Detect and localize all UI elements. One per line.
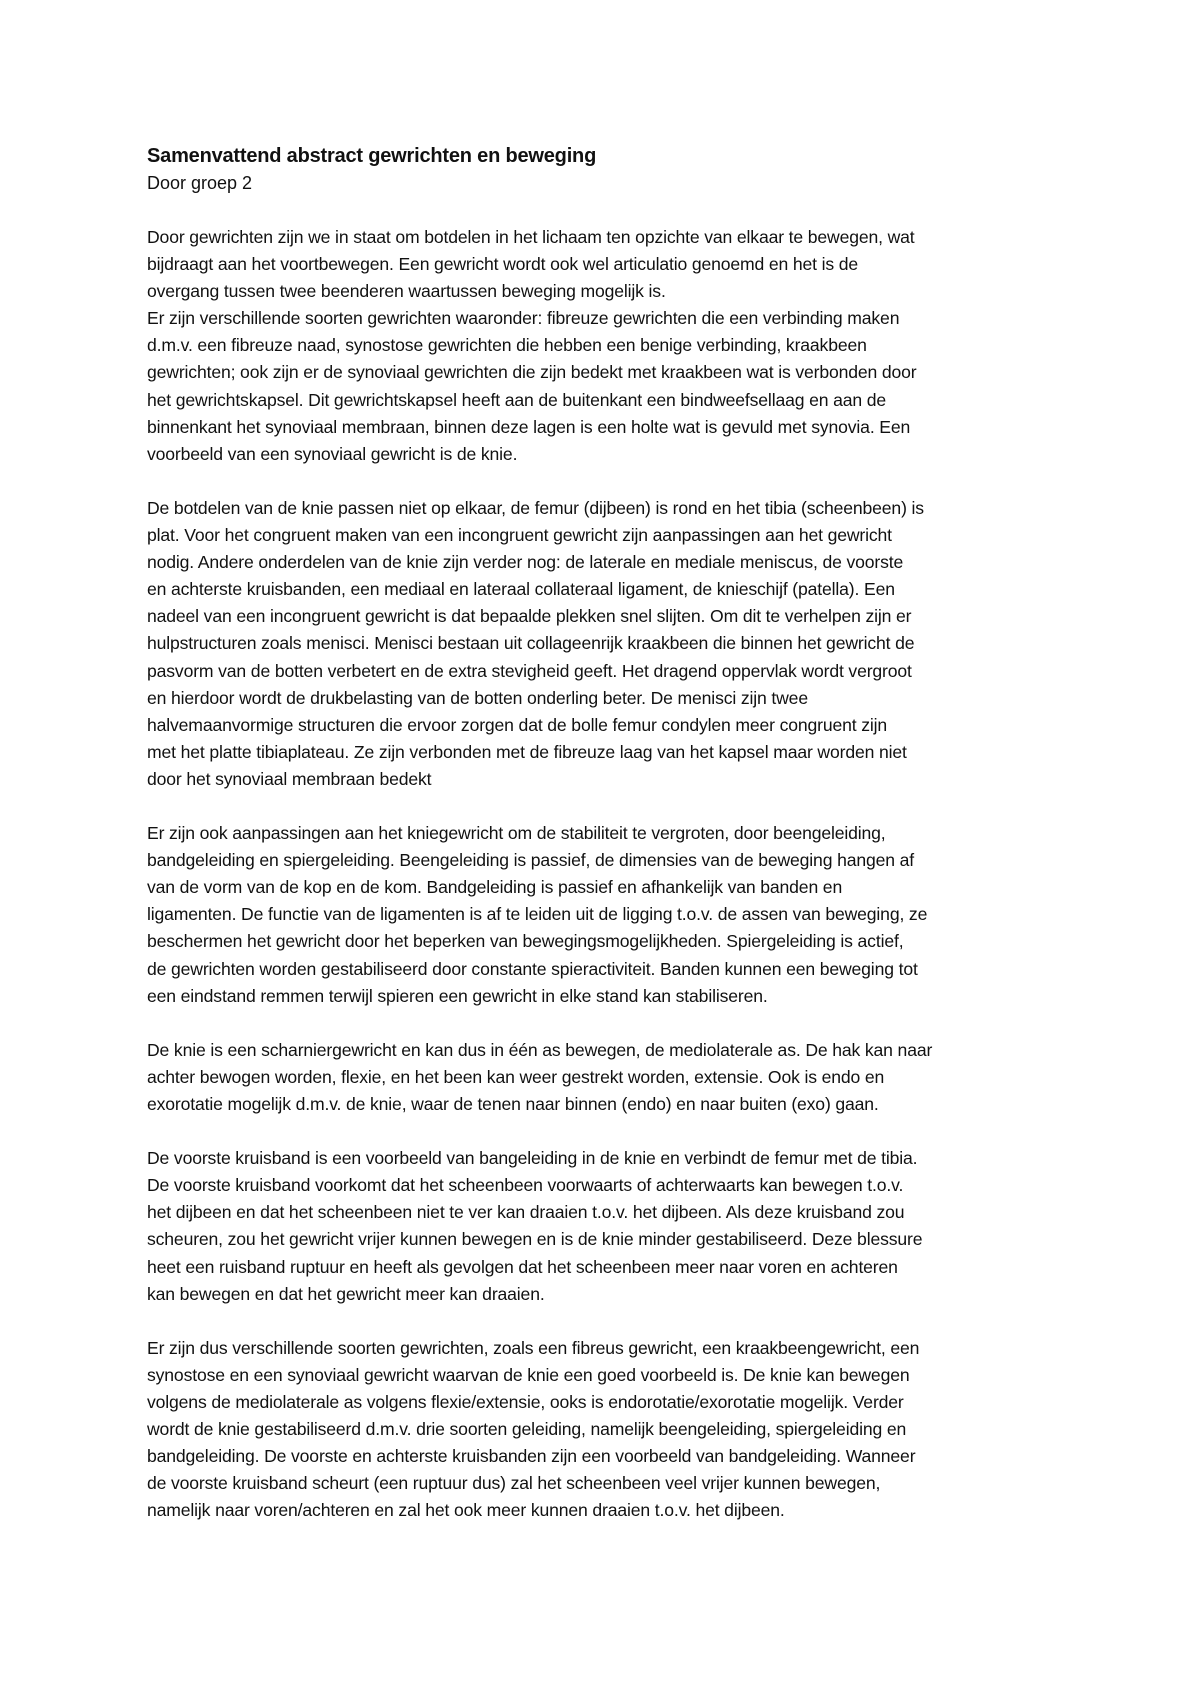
document-subtitle: Door groep 2 [147, 173, 253, 193]
paragraph-line: De knie is een scharniergewricht en kan dus in één as bewegen, de mediolaterale as. De hak kan naar [147, 1039, 933, 1060]
paragraph-line: de voorste kruisband scheurt (een ruptuur dus) zal het scheenbeen veel vrijer kunnen bewegen, [147, 1473, 881, 1494]
paragraph-line: Door gewrichten zijn we in staat om botdelen in het lichaam ten opzichte van elkaar te bewegen, wat [147, 227, 915, 247]
paragraph-line: voorbeeld van een synoviaal gewricht is de knie. [147, 443, 518, 464]
paragraph-line: exorotatie mogelijk d.m.v. de knie, waar de tenen naar binnen (endo) en naar buiten (exo) gaan. [147, 1094, 879, 1114]
paragraph-line: synostose en een synoviaal gewricht waarvan de knie een goed voorbeeld is. De knie kan bewegen [147, 1364, 910, 1385]
body-paragraph [147, 224, 1077, 468]
paragraph-line: De voorste kruisband voorkomt dat het scheenbeen voorwaarts of achterwaarts kan bewegen t.o.v. [147, 1175, 904, 1196]
paragraph-line: bandgeleiding en spiergeleiding. Beengeleiding is passief, de dimensies van de beweging hangen af [147, 850, 914, 871]
document-title: Samenvattend abstract gewrichten en beweging [147, 145, 597, 167]
paragraph-line: wordt de knie gestabiliseerd d.m.v. drie soorten geleiding, namelijk beengeleiding, spiergeleiding en [147, 1419, 907, 1440]
paragraph-line: pasvorm van de botten verbetert en de extra stevigheid geeft. Het dragend oppervlak wordt vergroot [147, 660, 912, 681]
paragraph-line: heet een ruisband ruptuur en heeft als gevolgen dat het scheenbeen meer naar voren en achteren [147, 1256, 898, 1277]
paragraph-line: nadeel van een incongruent gewricht is dat bepaalde plekken snel slijten. Om dit te verhelpen zijn er [147, 606, 912, 627]
body-paragraph [147, 1145, 1077, 1308]
body-paragraph [147, 820, 1077, 1010]
paragraph-line: overgang tussen twee beenderen waartussen beweging mogelijk is. [147, 281, 666, 302]
paragraph-line: bijdraagt aan het voortbewegen. Een gewricht wordt ook wel articulatio genoemd en het is de [147, 254, 859, 275]
paragraph-line: plat. Voor het congruent maken van een incongruent gewricht zijn aanpassingen aan het gewricht [147, 525, 892, 546]
paragraph-line: het dijbeen en dat het scheenbeen niet te ver kan draaien t.o.v. het dijbeen. Als deze kruisband zou [147, 1202, 905, 1223]
paragraph-line: halvemaanvormige structuren die ervoor zorgen dat de bolle femur condylen meer congruent zijn [147, 714, 888, 735]
paragraph-line: het gewrichtskapsel. Dit gewrichtskapsel heeft aan de buitenkant een bindweefsellaag en aan de [147, 389, 887, 410]
paragraph-line: een eindstand remmen terwijl spieren een gewricht in elke stand kan stabiliseren. [147, 985, 768, 1006]
document-body [147, 224, 1077, 1525]
paragraph-line: Er zijn ook aanpassingen aan het kniegewricht om de stabiliteit te vergroten, door beengeleiding, [147, 823, 886, 844]
paragraph-line: hulpstructuren zoals menisci. Menisci bestaan uit collageenrijk kraakbeen die binnen het gewricht de [147, 633, 915, 654]
paragraph-line: De voorste kruisband is een voorbeeld van bangeleiding in de knie en verbindt de femur met de tibia. [147, 1148, 918, 1169]
body-paragraph [147, 1335, 1077, 1525]
document-page [147, 143, 1077, 1552]
paragraph-line: kan bewegen en dat het gewricht meer kan draaien. [147, 1283, 545, 1304]
paragraph-line: volgens de mediolaterale as volgens flexie/extensie, ooks is endorotatie/exorotatie mogelijk. Verder [147, 1392, 904, 1413]
paragraph-line: gewrichten; ook zijn er de synoviaal gewrichten die zijn bedekt met kraakbeen wat is verbonden door [147, 362, 917, 383]
paragraph-line: d.m.v. een fibreuze naad, synostose gewrichten die hebben een benige verbinding, kraakbeen [147, 335, 867, 356]
paragraph-line: door het synoviaal membraan bedekt [147, 768, 432, 789]
paragraph-line: namelijk naar voren/achteren en zal het ook meer kunnen draaien t.o.v. het dijbeen. [147, 1500, 785, 1521]
body-paragraph [147, 495, 1077, 793]
paragraph-line: achter bewogen worden, flexie, en het been kan weer gestrekt worden, extensie. Ook is endo en [147, 1066, 885, 1087]
paragraph-line: en hierdoor wordt de drukbelasting van de botten onderling beter. De menisci zijn twee [147, 687, 808, 708]
paragraph-line: met het platte tibiaplateau. Ze zijn verbonden met de fibreuze laag van het kapsel maar worden niet [147, 741, 907, 762]
paragraph-line: ligamenten. De functie van de ligamenten is af te leiden uit de ligging t.o.v. de assen van beweging, ze [147, 904, 928, 925]
paragraph-line: binnenkant het synoviaal membraan, binnen deze lagen is een holte wat is gevuld met synovia. Een [147, 416, 911, 437]
paragraph-line: de gewrichten worden gestabiliseerd door constante spieractiviteit. Banden kunnen een beweging tot [147, 958, 918, 979]
paragraph-line: beschermen het gewricht door het beperken van bewegingsmogelijkheden. Spiergeleiding is actief, [147, 931, 904, 952]
paragraph-line: Er zijn verschillende soorten gewrichten waaronder: fibreuze gewrichten die een verbinding maken [147, 308, 900, 329]
paragraph-line: De botdelen van de knie passen niet op elkaar, de femur (dijbeen) is rond en het tibia (scheenbeen) is [147, 497, 924, 518]
paragraph-line: scheuren, zou het gewricht vrijer kunnen bewegen en is de knie minder gestabiliseerd. Deze blessure [147, 1229, 923, 1250]
paragraph-line: nodig. Andere onderdelen van de knie zijn verder nog: de laterale en mediale meniscus, de voorste [147, 552, 904, 573]
paragraph-line: bandgeleiding. De voorste en achterste kruisbanden zijn een voorbeeld van bandgeleiding. Wanneer [147, 1446, 916, 1467]
paragraph-line: Er zijn dus verschillende soorten gewrichten, zoals een fibreus gewricht, een kraakbeengewricht, een [147, 1337, 920, 1358]
paragraph-line: en achterste kruisbanden, een mediaal en lateraal collateraal ligament, de knieschijf (patella). Een [147, 579, 895, 600]
paragraph-line: van de vorm van de kop en de kom. Bandgeleiding is passief en afhankelijk van banden en [147, 877, 843, 898]
body-paragraph [147, 1037, 1077, 1118]
